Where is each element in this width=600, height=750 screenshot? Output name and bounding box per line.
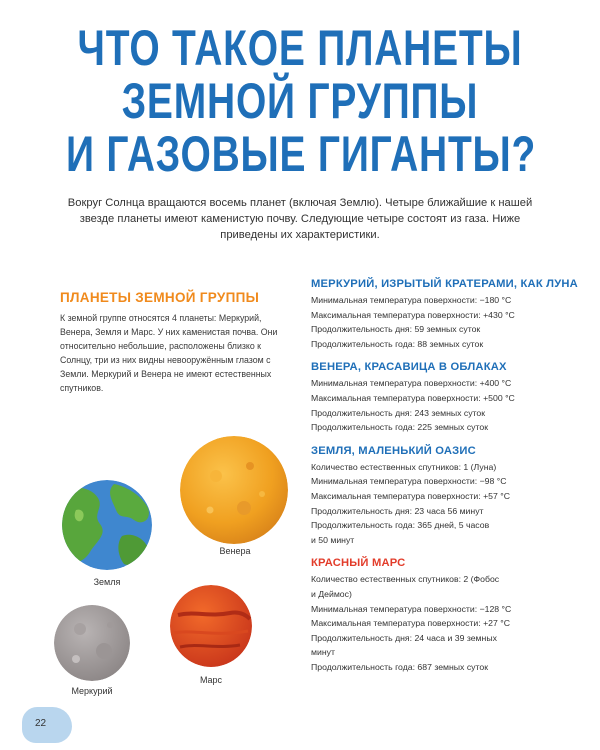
fact-line: Продолжительность дня: 59 земных суток — [311, 324, 481, 335]
mercury-label: Меркурий — [71, 686, 113, 696]
section-heading: ВЕНЕРА, КРАСАВИЦА В ОБЛАКАХ — [311, 361, 507, 374]
terrestrial-heading: ПЛАНЕТЫ ЗЕМНОЙ ГРУППЫ — [60, 290, 260, 305]
page-title — [66, 20, 537, 182]
mars-section — [311, 557, 551, 674]
terrestrial-text: К земной группе относятся 4 планеты: Меркурий, Венера, Земля и Марс. У них каменистая почва. Они относительно небольшие, расположены близко к Солнцу, три из них видны невооружённым глазом с Земли. Меркурий и Венера не имеют естественных спутников. — [60, 313, 278, 393]
fact-line: Продолжительность года: 225 земных суток — [311, 422, 489, 433]
mars-label: Марс — [199, 675, 223, 685]
intro-paragraph: Вокруг Солнца вращаются восемь планет (включая Землю). Четыре ближайшие к нашей звезде планеты имеют каменистую почву. Следующие четыре состоят из газа. Ниже приведены их характеристики. — [67, 197, 533, 241]
section-heading: ЗЕМЛЯ, МАЛЕНЬКИЙ ОАЗИС — [311, 444, 476, 457]
venus-label: Венера — [219, 546, 251, 556]
page-number: 22 — [35, 718, 47, 729]
fact-line: Продолжительность года: 88 земных суток — [311, 338, 484, 349]
page-number-badge — [22, 707, 72, 743]
fact-line: Максимальная температура поверхности: +430 °С — [311, 309, 515, 320]
fact-line: Минимальная температура поверхности: −128 °С — [311, 603, 512, 614]
fact-line: и 50 минут — [311, 534, 355, 545]
fact-line: Количество естественных спутников: 2 (Фобос — [311, 574, 500, 585]
fact-line: минут — [311, 647, 335, 658]
fact-line: Минимальная температура поверхности: +400 °С — [311, 378, 512, 389]
fact-line: Максимальная температура поверхности: +27 °С — [311, 618, 510, 629]
fact-line: Минимальная температура поверхности: −180 °С — [311, 295, 512, 305]
venus-section — [311, 361, 551, 434]
fact-line: Максимальная температура поверхности: +500 °С — [311, 392, 515, 403]
fact-line: Продолжительность года: 365 дней, 5 часов — [311, 520, 490, 531]
title-line-1: ЧТО ТАКОЕ ПЛАНЕТЫ — [77, 20, 523, 76]
fact-line: Продолжительность дня: 24 часа и 39 земных — [311, 632, 497, 643]
title-line-3: И ГАЗОВЫЕ ГИГАНТЫ? — [66, 126, 537, 182]
fact-line: Продолжительность дня: 243 земных суток — [311, 407, 486, 418]
title-line-2: ЗЕМНОЙ ГРУППЫ — [121, 73, 479, 129]
mars-illustration — [170, 585, 252, 667]
fact-line: Количество естественных спутников: 1 (Луна) — [311, 461, 497, 472]
earth-section — [311, 445, 551, 548]
venus-illustration — [180, 436, 288, 544]
fact-line: Продолжительность года: 687 земных суток — [311, 661, 489, 672]
fact-line: и Деймос) — [311, 588, 352, 599]
earth-illustration — [62, 480, 152, 570]
section-heading: КРАСНЫЙ МАРС — [311, 557, 406, 570]
terrestrial-block — [60, 290, 288, 395]
section-heading: МЕРКУРИЙ, ИЗРЫТЫЙ КРАТЕРАМИ, КАК ЛУНА — [311, 278, 578, 290]
mercury-illustration — [54, 605, 130, 681]
fact-line: Минимальная температура поверхности: −98 °С — [311, 476, 507, 487]
planet-facts — [311, 278, 578, 684]
fact-line: Продолжительность дня: 23 часа 56 минут — [311, 505, 484, 516]
earth-label: Земля — [93, 577, 121, 587]
mercury-section — [311, 278, 578, 351]
fact-line: Максимальная температура поверхности: +57 °С — [311, 490, 510, 501]
